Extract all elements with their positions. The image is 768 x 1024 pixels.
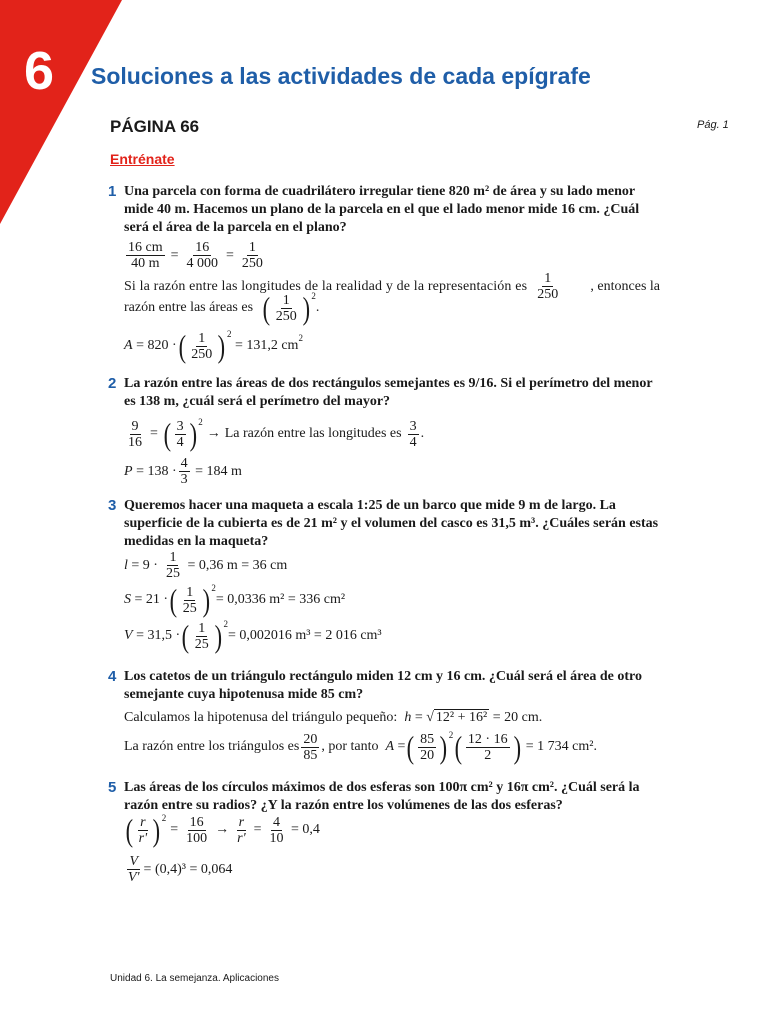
problem-statement: Las áreas de los círculos máximos de dos esferas son 100π cm² y 16π cm². ¿Cuál será la razón entre su radios? ¿Y la razón entre los volúmenes de las dos esferas? [124,780,640,813]
problem-statement: Una parcela con forma de cuadrilátero irregular tiene 820 m² de área y su lado menor mide 40 m. Hacemos un plano de la parcela en el que el lado menor mide 16 cm. ¿Cuál será el área de la parcela en el plano? [124,184,640,235]
numerator: 1 [198,620,206,636]
solution-line: A = 820 · ( $\frac{1}{250}$ ) 2 = 131,2 cm 2 [124,328,303,364]
numerator: 9 [131,418,139,434]
solution-text: , por tanto [321,739,379,754]
result: = 1 734 cm². [525,739,597,754]
solution-text: La razón entre los triángulos es [124,739,300,754]
problem-number: 2 [108,375,117,392]
page-footer: Unidad 6. La semejanza. Aplicaciones [110,973,279,984]
numerator: 16 [189,814,204,830]
radicand: 12² + 16² [435,710,488,725]
denominator: r' [138,830,148,846]
variable: l [124,557,128,573]
solution-text: Calculamos la hipotenusa del triángulo pequeño: [124,709,398,725]
problem-number: 1 [108,183,117,200]
solution-text: = 9 · [131,557,158,573]
numerator: 4 [273,814,281,830]
numerator: 1 [248,240,256,255]
numerator: r [238,814,245,830]
solution-line: Calculamos la hipotenusa del triángulo pequeño: h = √ 12² + 16² = 20 cm. [124,709,543,725]
numerator: 1 [186,584,194,600]
numerator: 1 [169,550,177,565]
numerator: 1 [282,292,290,308]
problem-number: 3 [108,497,117,514]
solution-line [124,550,287,581]
result: = 0,36 m = 36 cm [187,557,288,573]
problem-5 [110,779,660,815]
variable: V [124,628,133,643]
numerator: 1 [544,271,552,286]
denominator: r' [237,830,246,846]
numerator: 3 [409,418,417,434]
page-number: Pág. 1 [697,119,729,131]
denominator: 25 [182,600,197,616]
numerator: V [129,854,139,869]
solution-line [124,456,242,487]
chapter-number: 6 [24,41,55,101]
numerator: 16 [195,240,210,255]
solution-text: = 31,5 · [136,628,181,643]
numerator: 4 [180,456,188,471]
problem-statement: Queremos hacer una maqueta a escala 1:25 de un barco que mide 9 m de largo. La superficie de la cubierta es de 21 m² y el volumen del casco es 31,5 m³. ¿Cuáles serán estas medidas en la maqueta? [124,498,659,549]
problem-number: 5 [108,779,117,796]
problem-statement: La razón entre las áreas de dos rectángulos semejantes es 9/16. Si el perímetro del menor es 138 m, ¿cuál será el perímetro del mayor? [124,376,653,409]
variable: A [124,338,133,353]
solution-text: , entonces la [590,278,660,294]
denominator: 250 [191,346,213,362]
problem-number: 4 [108,668,117,685]
result: = 0,0336 m² = 336 cm² [215,592,346,607]
equals: = [170,247,179,263]
denominator: 3 [180,472,188,487]
denominator: 25 [165,566,180,581]
denominator: 4 [176,434,184,450]
denominator: 4 [409,434,417,450]
denominator: 250 [537,287,559,302]
denominator: 10 [269,830,284,846]
denominator: 250 [275,308,297,324]
denominator: V' [128,870,140,885]
result: = 184 m [195,463,242,479]
problem-statement: Los catetos de un triángulo rectángulo miden 12 cm y 16 cm. ¿Cuál será el área de otro semejante cuya hipotenusa mide 85 cm? [124,669,642,702]
solution-text: = 820 · [136,338,177,353]
solution-line: razón entre las áreas es ( $\frac{1}{250}$ ) 2 . [124,290,320,326]
solution-line: La razón entre los triángulos es $\frac{20}{85}$ , por tanto A = ( $\frac{85}{20}$ ) 2 ( $\frac{12 \cdot 16}{2}$ ) = 1 734 cm². [124,729,597,765]
numerator: r [140,814,146,830]
denominator: 20 [420,747,435,763]
solution-text: razón entre las áreas es [124,300,254,315]
solution-line: $\frac{9}{16}$ = ( $\frac{3}{4}$ ) 2 → La razón entre las longitudes es $\frac{3}{4}$ . [128,416,425,452]
numerator: 12 · 16 [467,731,508,747]
denominator: 4 000 [186,256,219,271]
solution-line: S = 21 · ( $\frac{1}{25}$ ) 2 = 0,0336 m² = 336 cm² [124,582,346,618]
numerator: 85 [420,731,435,747]
solution-text: = 138 · [136,463,177,479]
denominator: 40 m [131,256,160,271]
solution-text: Si la razón entre las longitudes de la realidad y de la representación es [124,278,528,294]
problem-4 [110,668,660,704]
variable: A [385,739,395,754]
solution-line: V = 31,5 · ( $\frac{1}{25}$ ) 2 = 0,002016 m³ = 2 016 cm³ [124,618,382,654]
result: = (0,4)³ = 0,064 [143,861,233,877]
numerator: 3 [176,418,184,434]
denominator: 100 [186,830,208,846]
section-heading: Entrénate [110,151,175,167]
problem-2 [110,375,660,411]
denominator: 85 [303,747,318,763]
numerator: 16 cm [128,240,163,255]
denominator: 2 [484,747,492,763]
solution-text: = 21 · [134,592,169,607]
arrow: → [215,822,230,837]
variable: P [124,463,133,479]
result: = 0,4 [291,822,320,837]
denominator: 25 [194,636,209,652]
problem-1 [110,183,660,237]
numerator: 1 [198,330,206,346]
arrow: → [206,426,221,441]
equals: = [226,247,234,263]
result: = 131,2 cm [234,338,299,353]
solution-line [124,854,232,885]
denominator: 250 [241,256,263,271]
problem-3 [110,497,660,551]
variable: S [124,592,131,607]
result: = 20 cm. [492,709,543,725]
solution-line [124,240,267,271]
variable: h [404,709,412,725]
denominator: 16 [128,434,142,450]
page-heading: PÁGINA 66 [110,117,200,136]
solution-line: ( $\frac{r}{r'}$ ) 2 = $\frac{16}{100}$ → $\frac{r}{r'}$ = $\frac{4}{10}$ = 0,4 [125,812,320,848]
solution-text: La razón entre las longitudes es [224,426,402,441]
result: = 0,002016 m³ = 2 016 cm³ [227,628,382,643]
numerator: 20 [303,731,318,747]
page-title: Soluciones a las actividades de cada epígrafe [91,63,591,89]
